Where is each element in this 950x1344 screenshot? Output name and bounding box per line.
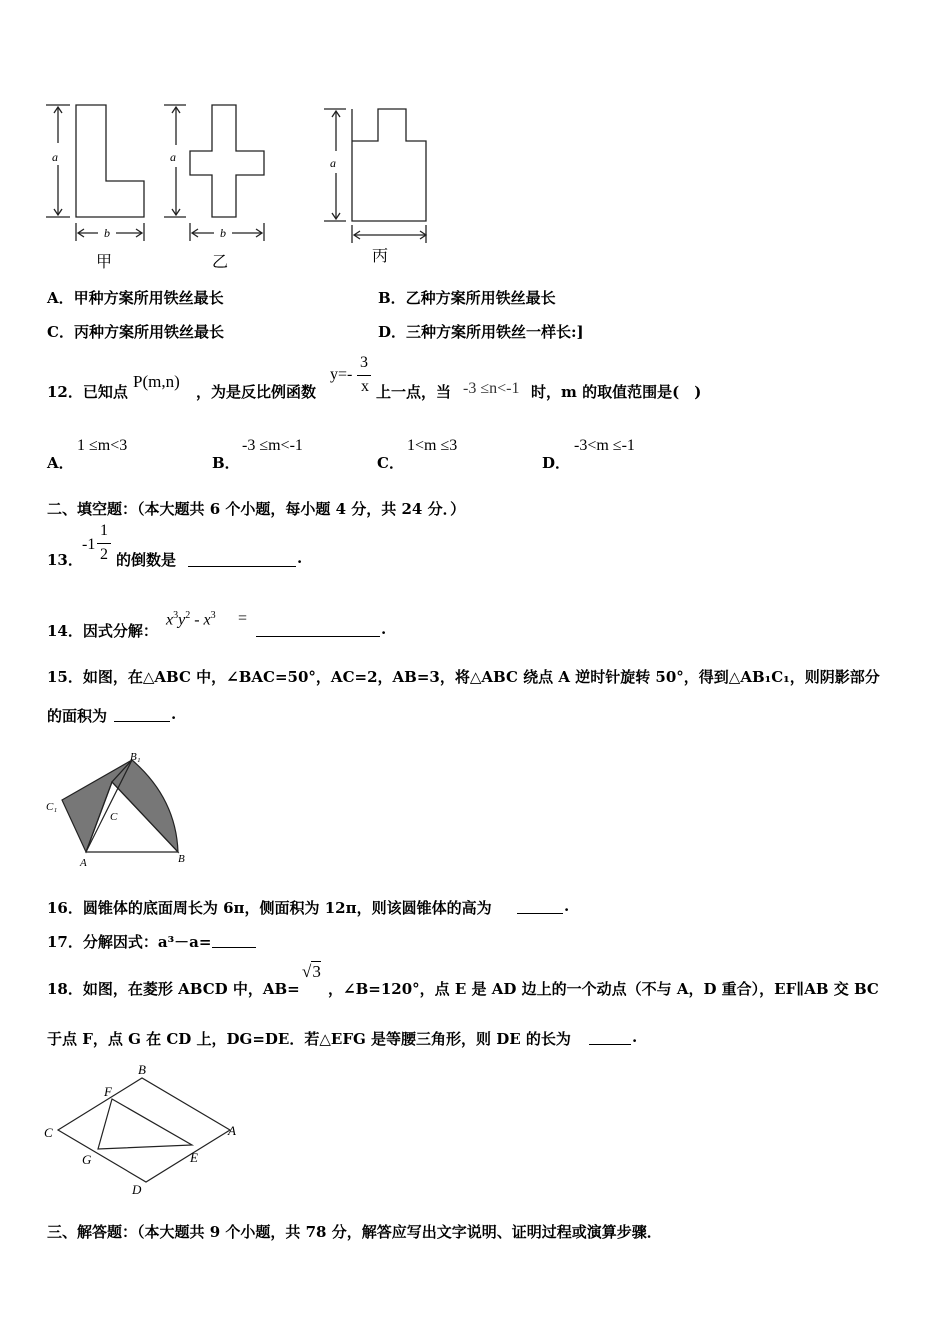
label-a-bing: a xyxy=(330,156,336,170)
label-b-jia: b xyxy=(104,226,110,240)
q12-option-c-label: C． xyxy=(377,454,404,472)
shape-bing xyxy=(352,109,426,221)
q11-option-d: D．三种方案所用铁丝一样长:] xyxy=(378,323,584,341)
q12-point: P(m,n) xyxy=(133,372,180,391)
q14-expression: $x^3y^2 - x^3$ xyxy=(166,610,216,629)
q12-after: 上一点，当 xyxy=(376,383,452,401)
q13-end: . xyxy=(297,549,303,567)
q12-fraction-bar xyxy=(357,375,371,376)
q16-end: . xyxy=(564,897,570,915)
label-b: B xyxy=(138,1062,146,1077)
q13-text: 的倒数是 xyxy=(116,551,177,569)
q12-condition: -3 ≤n<-1 xyxy=(463,380,520,397)
q12-end: 时，m 的取值范围是( ) xyxy=(531,383,702,401)
q12-option-b: -3 ≤m<-1 xyxy=(242,437,303,454)
q11-option-a: A．甲种方案所用铁丝最长 xyxy=(47,289,224,307)
q12-func-prefix: y=- xyxy=(330,366,353,383)
label-a: A xyxy=(80,857,87,869)
q13-answer-blank[interactable] xyxy=(188,552,296,567)
q12-option-b-label: B． xyxy=(212,454,240,472)
label-b: B xyxy=(178,853,185,865)
q12-number: 12．已知点 xyxy=(47,383,128,401)
q17-text: 17．分解因式：a³－a= xyxy=(47,933,212,951)
q11-option-b: B．乙种方案所用铁丝最长 xyxy=(378,289,556,307)
q12-func-denominator: x xyxy=(361,378,369,395)
triangle-efg xyxy=(98,1099,192,1149)
section-3-heading: 三、解答题：（本大题共 9 个小题，共 78 分，解答应写出文字说明、证明过程或演算步骤． xyxy=(47,1223,662,1241)
q18-sqrt: √3 xyxy=(302,962,321,981)
label-g: G xyxy=(82,1152,92,1167)
q13-denominator: 2 xyxy=(100,546,108,563)
q18-line2: 于点 F，点 G 在 CD 上，DG=DE．若△EFG 是等腰三角形，则 DE 的长为 xyxy=(47,1030,571,1048)
q14-end: . xyxy=(381,620,387,638)
figure-wire-shapes xyxy=(40,95,440,275)
caption-yi: 乙 xyxy=(212,254,229,271)
label-f: F xyxy=(104,1084,112,1099)
label-a-jia: a xyxy=(52,150,58,164)
q18-figure xyxy=(42,1062,242,1198)
q18-line1-b: ，∠B=120°，点 E 是 AD 边上的一个动点（不与 A，D 重合），EF∥AB 交 BC xyxy=(328,980,879,998)
shape-jia xyxy=(76,105,144,217)
q12-option-c: 1<m ≤3 xyxy=(407,437,458,454)
q18-line1-a: 18．如图，在菱形 ABCD 中，AB= xyxy=(47,980,300,998)
label-a-yi: a xyxy=(170,150,176,164)
shape-yi xyxy=(190,105,264,217)
q12-mid: ，为是反比例函数 xyxy=(196,383,317,401)
label-c: C xyxy=(110,811,118,823)
q16-answer-blank[interactable] xyxy=(517,899,563,914)
q12-option-a-label: A． xyxy=(47,454,74,472)
label-b1: B₁ xyxy=(130,751,141,763)
label-b-yi: b xyxy=(220,226,226,240)
label-c1: C₁ xyxy=(46,801,58,813)
q14-number: 14．因式分解： xyxy=(47,622,158,640)
label-a: A xyxy=(228,1123,236,1138)
q15-line1: 15．如图，在△ABC 中，∠BAC=50°，AC=2，AB=3，将△ABC 绕点 A 逆时针旋转 50°，得到△AB₁C₁，则阴影部分 xyxy=(47,668,880,686)
q12-option-d: -3<m ≤-1 xyxy=(574,437,635,454)
q17-answer-blank[interactable] xyxy=(212,933,256,948)
q15-end: . xyxy=(171,705,177,723)
q18-end: . xyxy=(632,1028,638,1046)
label-d: D xyxy=(132,1182,142,1197)
q13-fraction-bar xyxy=(97,543,111,544)
q13-whole: -1 xyxy=(82,536,96,553)
q12-option-d-label: D． xyxy=(542,454,571,472)
q13-number: 13． xyxy=(47,551,83,569)
q12-option-a: 1 ≤m<3 xyxy=(77,437,128,454)
shaded-sector xyxy=(112,760,178,852)
q11-option-c: C．丙种方案所用铁丝最长 xyxy=(47,323,224,341)
q15-answer-blank[interactable] xyxy=(114,707,170,722)
label-c: C xyxy=(44,1125,53,1140)
caption-bing: 丙 xyxy=(372,248,389,265)
q12-func-numerator: 3 xyxy=(360,354,368,371)
q13-numerator: 1 xyxy=(100,522,108,539)
q16-text: 16．圆锥体的底面周长为 6π，侧面积为 12π，则该圆锥体的高为 xyxy=(47,899,492,917)
q15-line2: 的面积为 xyxy=(47,707,108,725)
caption-jia: 甲 xyxy=(96,254,113,271)
q14-equals: = xyxy=(238,610,248,627)
label-e: E xyxy=(190,1150,198,1165)
q18-answer-blank[interactable] xyxy=(589,1030,631,1045)
q14-answer-blank[interactable] xyxy=(256,622,380,637)
section-2-heading: 二、填空题：（本大题共 6 个小题，每小题 4 分，共 24 分．） xyxy=(47,500,466,518)
q15-figure xyxy=(44,748,204,872)
